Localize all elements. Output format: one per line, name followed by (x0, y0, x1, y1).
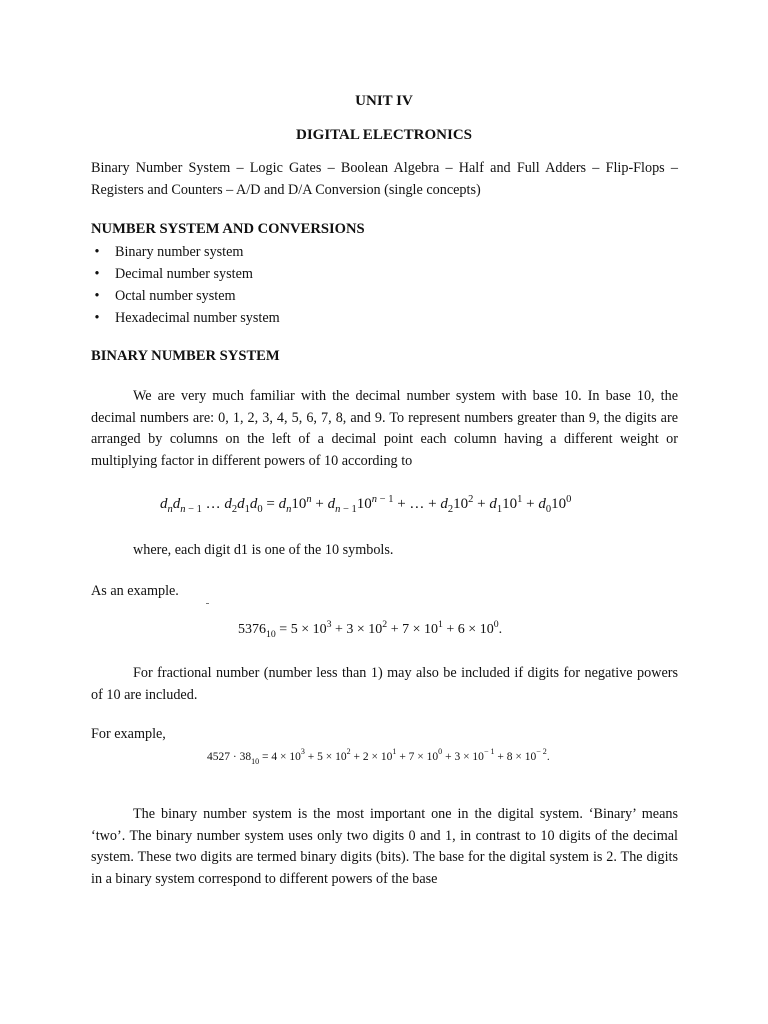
list-item: • Decimal number system (91, 263, 280, 285)
decimal-example-equation: $5376_{10} = 5 \times 10^3 + 3 \times 10^2 + 7 \times 10^1 + 6 \times 10^0$. (238, 619, 503, 640)
example-label: As an example. (91, 583, 179, 599)
intro-paragraph: We are very much familiar with the decimal number system with base 10. In base 10, the decimal numbers are: 0, 1, 2, 3, 4, 5, 6, 7, 8, and 9. To represent numbers greater than 9, the digits are arranged by columns on the left of a decimal point each column having a different weight or multiplying factor in different powers of 10 according to (91, 388, 678, 469)
where-sentence: where, each digit d1 is one of the 10 symbols. (133, 542, 394, 558)
fractional-example-equation: $4527 \cdot 38_{10} = 4 \times 10^3 + 5 \times 10^2 + 2 \times 10^1 + 7 \times 10^0 + 3 \times 10^{- 1} + 8 \times 10^{- 2}$. (207, 747, 550, 766)
list-item: • Binary number system (91, 241, 280, 263)
bullet-icon: • (94, 288, 100, 304)
section-heading-number-system: NUMBER SYSTEM AND CONVERSIONS (91, 221, 365, 237)
number-system-list (91, 241, 280, 329)
chapter-title: DIGITAL ELECTRONICS (295, 127, 473, 143)
section-heading-binary-number-system: BINARY NUMBER SYSTEM (91, 348, 280, 364)
list-item: • Hexadecimal number system (91, 307, 280, 329)
bullet-icon: • (94, 266, 100, 282)
bullet-icon: • (94, 310, 100, 326)
list-item: • Octal number system (91, 285, 280, 307)
fractional-paragraph: For fractional number (number less than 1) may also be included if digits for negative powers of 10 are included. (91, 665, 678, 703)
unit-title: UNIT IV (355, 93, 413, 109)
binary-paragraph: The binary number system is the most important one in the digital system. ‘Binary’ means ‘two’. The binary number system uses only two digits 0 and 1, in contrast to 10 digits of the decimal system. These two digits are termed binary digits (bits). The base for the digital system is 2. The digits in a binary system correspond to different powers of the base (91, 806, 678, 887)
positional-weight-equation: $d_nd_{n - 1}$ … $d_2d_1d_0 = d_n10^n + d_{n - 1}10^{n - 1}$ + … + $d_210^2 + d_110^1 + d_010^0$ (160, 494, 572, 515)
example-label-2: For example, (91, 726, 166, 742)
scan-mark (206, 603, 209, 604)
bullet-icon: • (94, 244, 100, 260)
syllabus-paragraph: Binary Number System – Logic Gates – Boolean Algebra – Half and Full Adders – Flip-Flops – Registers and Counters – A/D and D/A Conversion (single concepts) (91, 160, 678, 198)
